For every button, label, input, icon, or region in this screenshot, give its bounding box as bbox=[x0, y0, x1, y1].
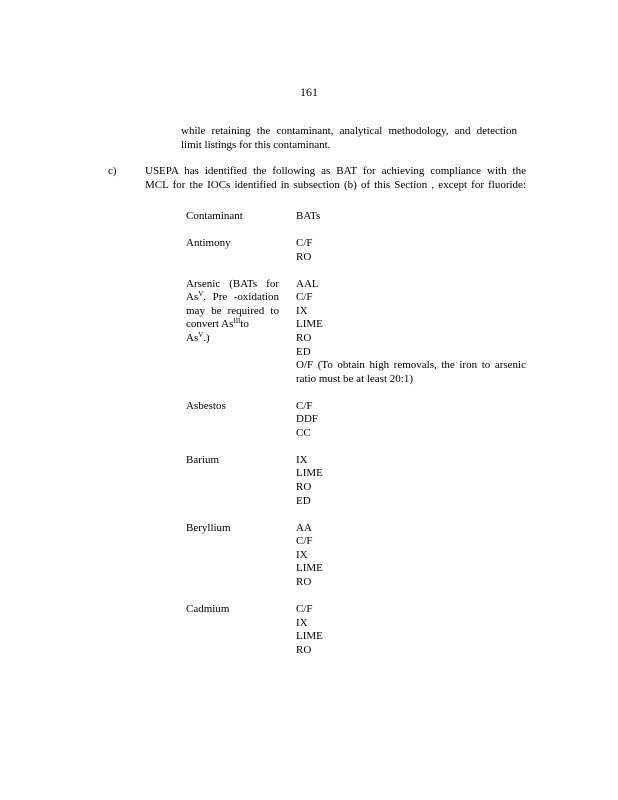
table-row-antimony bbox=[186, 237, 526, 264]
bat-entry: C/F bbox=[296, 535, 313, 548]
bat-entry: IX bbox=[296, 453, 308, 466]
arsenic-line-4-post: to bbox=[240, 318, 249, 331]
continuation-paragraph bbox=[181, 125, 517, 152]
bats-cell bbox=[296, 278, 526, 387]
bat-entry: C/F bbox=[296, 291, 313, 304]
bat-entry: C/F bbox=[296, 603, 313, 615]
arsenic-line-3: may be required to bbox=[186, 304, 279, 317]
bats-cell bbox=[296, 400, 526, 441]
arsenic-line-2-pre: As bbox=[186, 291, 199, 304]
arsenic-line-2-post: . Pre -oxidation bbox=[203, 291, 279, 304]
table-row-asbestos bbox=[186, 400, 526, 441]
table-header-row bbox=[186, 210, 526, 224]
contaminant-cell bbox=[186, 278, 279, 387]
bats-cell bbox=[296, 237, 526, 264]
bat-entry: RO bbox=[296, 331, 312, 344]
continuation-line-1: while retaining the contaminant, analytical methodology, and detection bbox=[181, 125, 517, 137]
bats-header bbox=[296, 210, 526, 224]
contaminant-name: Cadmium bbox=[186, 603, 230, 615]
table-row-barium bbox=[186, 454, 526, 508]
contaminant-header-text: Contaminant bbox=[186, 210, 243, 222]
page-number: 161 bbox=[300, 85, 318, 99]
item-c-line-1: USEPA has identified the following as BAT for achieving compliance with the bbox=[145, 165, 526, 177]
arsenic-line-4-sup: III bbox=[233, 317, 241, 326]
contaminant-cell bbox=[186, 237, 279, 264]
bat-entry: C/F bbox=[296, 236, 313, 249]
bat-entry: RO bbox=[296, 576, 312, 589]
bat-entry: ED bbox=[296, 345, 311, 358]
arsenic-line-5-sup: V bbox=[198, 330, 204, 339]
arsenic-line-5-pre: As bbox=[186, 331, 199, 344]
arsenic-note-line-2: ratio must be at least 20:1) bbox=[296, 372, 413, 385]
bat-table bbox=[186, 210, 526, 671]
bat-entry: RO bbox=[296, 250, 312, 263]
bat-entry: LIME bbox=[296, 467, 323, 480]
contaminant-name: Asbestos bbox=[186, 399, 226, 412]
contaminant-name: Beryllium bbox=[186, 521, 231, 534]
arsenic-line-2 bbox=[186, 291, 279, 305]
item-c-label: c) bbox=[108, 165, 117, 177]
contaminant-header bbox=[186, 210, 279, 224]
contaminant-cell bbox=[186, 522, 279, 590]
table-row-cadmium bbox=[186, 603, 526, 657]
bat-entry: ED bbox=[296, 494, 311, 507]
bat-entry: LIME bbox=[296, 562, 323, 575]
bats-cell bbox=[296, 603, 526, 657]
arsenic-line-2-sup: V bbox=[198, 290, 204, 299]
bat-entry: IX bbox=[296, 548, 308, 561]
arsenic-line-1: Arsenic (BATs for bbox=[186, 277, 279, 290]
table-row-arsenic bbox=[186, 278, 526, 387]
contaminant-cell bbox=[186, 454, 279, 508]
bat-entry: AAL bbox=[296, 277, 319, 290]
contaminant-cell bbox=[186, 603, 279, 657]
arsenic-line-5-post: .) bbox=[203, 331, 210, 344]
bat-entry: AA bbox=[296, 521, 312, 534]
arsenic-line-4 bbox=[186, 318, 279, 332]
continuation-line-2: limit listings for this contaminant. bbox=[181, 138, 331, 151]
bat-entry: RO bbox=[296, 481, 312, 494]
bats-cell bbox=[296, 522, 526, 590]
bat-entry: IX bbox=[296, 616, 308, 629]
bat-entry: IX bbox=[296, 304, 308, 317]
bat-entry: LIME bbox=[296, 630, 323, 643]
bat-entry: CC bbox=[296, 426, 311, 439]
arsenic-line-5 bbox=[186, 332, 279, 346]
bat-entry: C/F bbox=[296, 399, 313, 412]
contaminant-cell bbox=[186, 400, 279, 441]
contaminant-name: Barium bbox=[186, 453, 219, 466]
arsenic-line-4-pre: convert As bbox=[186, 318, 234, 331]
bat-entry: RO bbox=[296, 643, 312, 656]
bat-entry: DDF bbox=[296, 413, 319, 426]
item-c-paragraph bbox=[145, 165, 526, 192]
arsenic-note-line-1: O/F (To obtain high removals, the iron to arsenic bbox=[296, 359, 526, 372]
bat-entry: LIME bbox=[296, 318, 323, 331]
item-c-line-2: MCL for the IOCs identified in subsection (b) of this Section , except for fluoride: bbox=[145, 178, 526, 191]
bats-header-text: BATs bbox=[296, 210, 321, 222]
bats-cell bbox=[296, 454, 526, 508]
contaminant-name: Antimony bbox=[186, 236, 231, 249]
table-row-beryllium bbox=[186, 522, 526, 590]
